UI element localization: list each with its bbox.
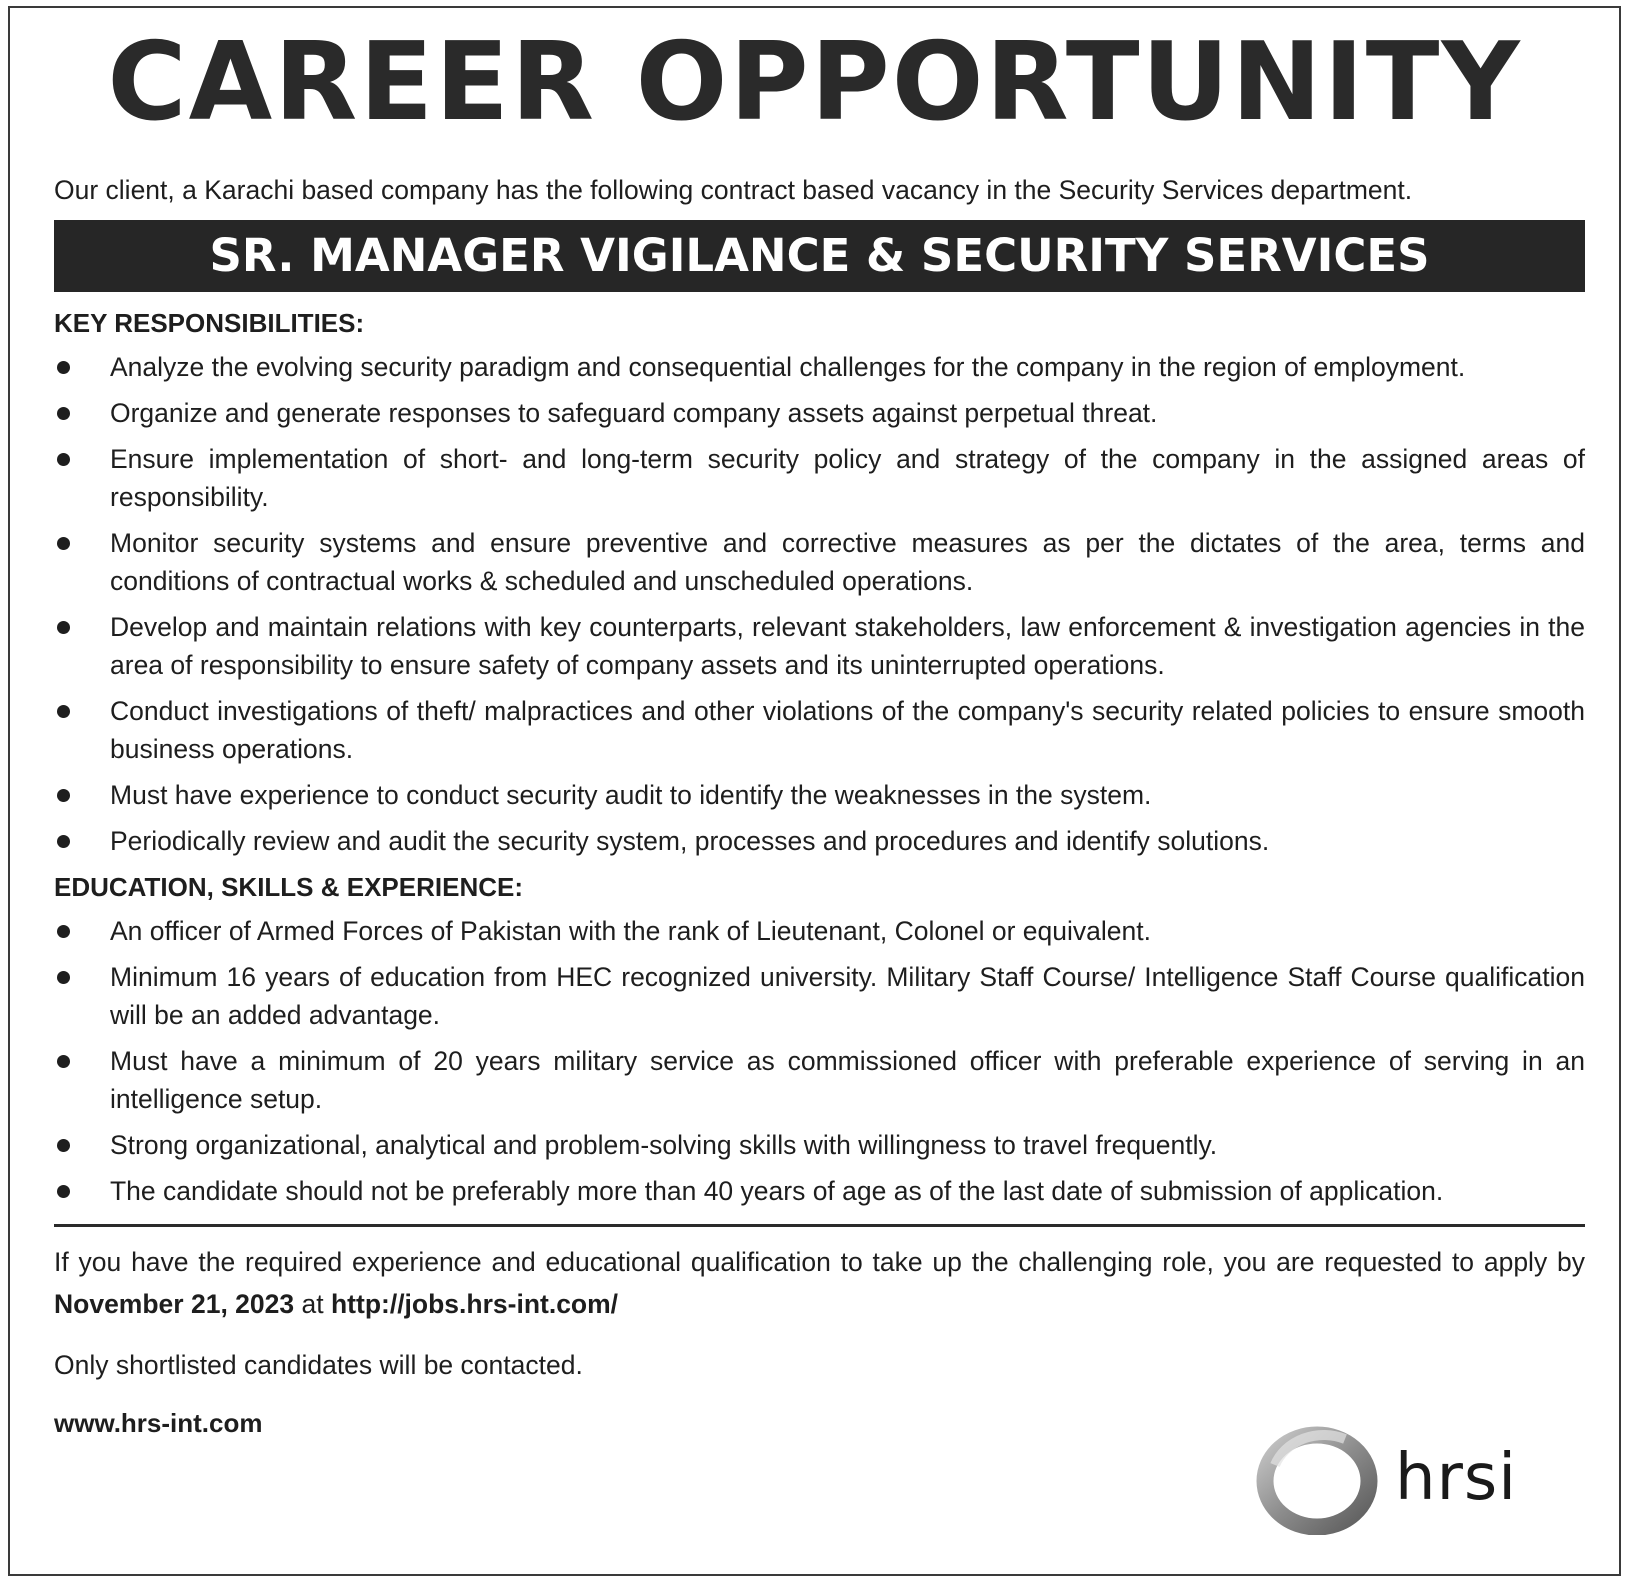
list-item — [54, 1172, 1585, 1210]
responsibilities-list — [54, 348, 1585, 860]
website-link[interactable]: www.hrs-int.com — [54, 1408, 263, 1438]
list-item — [54, 348, 1585, 386]
bullet-icon — [57, 453, 70, 466]
bullet-icon — [57, 1055, 70, 1068]
list-item-text: Must have a minimum of 20 years military service as commissioned officer with preferable experience of serving in an intelligence setup. — [110, 1046, 1585, 1114]
list-item-text: Ensure implementation of short- and long-term security policy and strategy of the company in the assigned areas of responsibility. — [110, 444, 1585, 512]
apply-at-text: at — [301, 1289, 324, 1319]
bullet-icon — [57, 407, 70, 420]
list-item — [54, 394, 1585, 432]
bullet-icon — [57, 835, 70, 848]
list-item — [54, 958, 1585, 1034]
bullet-icon — [57, 621, 70, 634]
bullet-icon — [57, 537, 70, 550]
list-item-text: Minimum 16 years of education from HEC recognized university. Military Staff Course/ Intelligence Staff Course qualification will be an added advantage. — [110, 962, 1585, 1030]
list-item-text: The candidate should not be preferably more than 40 years of age as of the last date of submission of application. — [110, 1176, 1444, 1206]
position-title-banner: SR. MANAGER VIGILANCE & SECURITY SERVICES — [54, 220, 1585, 292]
bullet-icon — [57, 789, 70, 802]
company-logo — [1255, 1425, 1595, 1535]
bullet-icon — [57, 971, 70, 984]
ad-content — [54, 304, 1585, 1443]
list-item-text: Develop and maintain relations with key counterparts, relevant stakeholders, law enforcement & investigation agencies in the area of responsibility to ensure safety of company assets and its uninterrupted operations. — [110, 612, 1585, 680]
list-item-text: Analyze the evolving security paradigm and consequential challenges for the company in the region of employment. — [110, 352, 1466, 382]
shortlist-note: Only shortlisted candidates will be contacted. — [54, 1350, 583, 1380]
list-item — [54, 776, 1585, 814]
bullet-icon — [57, 925, 70, 938]
ring-logo-icon — [1255, 1425, 1381, 1535]
list-item — [54, 912, 1585, 950]
list-item — [54, 440, 1585, 516]
apply-url-link[interactable]: http://jobs.hrs-int.com/ — [330, 1289, 619, 1319]
list-item-text: Periodically review and audit the security system, processes and procedures and identify solutions. — [110, 826, 1270, 856]
bullet-icon — [57, 361, 70, 374]
bullet-icon — [57, 1185, 70, 1198]
apply-instructions — [54, 1241, 1585, 1325]
list-item-text: Strong organizational, analytical and problem-solving skills with willingness to travel frequently. — [110, 1130, 1218, 1160]
list-item — [54, 608, 1585, 684]
list-item-text: An officer of Armed Forces of Pakistan with the rank of Lieutenant, Colonel or equivalent. — [110, 916, 1151, 946]
list-item-text: Conduct investigations of theft/ malpractices and other violations of the company's security related policies to ensure smooth business operations. — [110, 696, 1585, 764]
education-heading: EDUCATION, SKILLS & EXPERIENCE: — [54, 872, 524, 902]
list-item — [54, 822, 1585, 860]
page-title: CAREER OPPORTUNITY — [107, 20, 1522, 145]
list-item — [54, 524, 1585, 600]
divider — [54, 1224, 1585, 1227]
logo-wordmark: hrsi — [1395, 1441, 1517, 1515]
education-list — [54, 912, 1585, 1210]
list-item — [54, 1042, 1585, 1118]
apply-text: If you have the required experience and educational qualification to take up the challenging role, you are requested to apply by — [54, 1247, 1585, 1277]
list-item-text: Monitor security systems and ensure preventive and corrective measures as per the dictates of the area, terms and conditions of contractual works & scheduled and unscheduled operations. — [110, 528, 1585, 596]
apply-deadline: November 21, 2023 — [54, 1289, 295, 1319]
list-item — [54, 1126, 1585, 1164]
bullet-icon — [57, 1139, 70, 1152]
responsibilities-heading: KEY RESPONSIBILITIES: — [54, 308, 365, 338]
intro-text: Our client, a Karachi based company has the following contract based vacancy in the Security Services department. — [54, 175, 1413, 205]
list-item-text: Must have experience to conduct security audit to identify the weaknesses in the system. — [110, 780, 1152, 810]
list-item — [54, 692, 1585, 768]
list-item-text: Organize and generate responses to safeguard company assets against perpetual threat. — [110, 398, 1158, 428]
bullet-icon — [57, 705, 70, 718]
